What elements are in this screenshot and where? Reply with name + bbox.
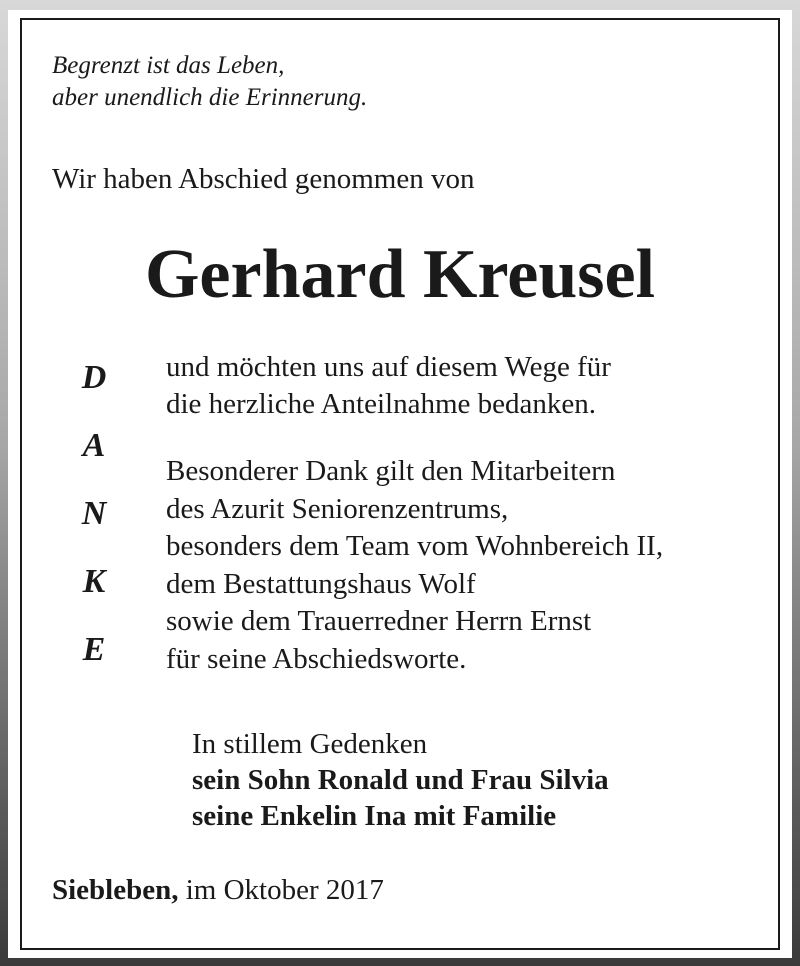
thanks-paragraph-1 [166, 349, 611, 423]
intro-text: Wir haben Abschied genommen von [52, 163, 475, 195]
motto-line-2: aber unendlich die Erinnerung. [52, 84, 368, 111]
thanks-line: die herzliche Anteilnahme bedanken. [166, 388, 596, 420]
place-and-date [52, 872, 384, 908]
motto-line-1: Begrenzt ist das Leben, [52, 52, 285, 79]
obituary-card [8, 10, 792, 958]
thanks-line: Besonderer Dank gilt den Mitarbeitern [166, 455, 616, 487]
danke-letter-d: D [81, 359, 107, 396]
danke-letter-a: A [82, 427, 106, 464]
motto [52, 50, 367, 114]
danke-letter-n: N [81, 495, 107, 532]
thanks-line: dem Bestattungshaus Wolf [166, 567, 476, 600]
memorial-block [192, 726, 609, 834]
thanks-line: für seine Abschiedsworte. [166, 642, 467, 675]
deceased-name: Gerhard Kreusel [144, 236, 656, 313]
danke-letter-e: E [82, 631, 106, 668]
thanks-line: und möchten uns auf diesem Wege für [166, 351, 611, 383]
thanks-line: sowie dem Trauerredner Herrn Ernst [166, 605, 592, 637]
mourner-line: seine Enkelin Ina mit Familie [192, 800, 557, 832]
date-text: im Oktober 2017 [178, 874, 384, 906]
memorial-heading: In stillem Gedenken [192, 728, 428, 760]
place-name: Siebleben, [52, 874, 179, 906]
thanks-line: des Azurit Seniorenzentrums, [166, 492, 509, 525]
thanks-paragraph-2 [166, 453, 663, 678]
thanks-line: besonders dem Team vom Wohnbereich II, [166, 530, 664, 562]
mourner-line: sein Sohn Ronald und Frau Silvia [192, 764, 609, 796]
danke-letter-k: K [82, 563, 106, 600]
